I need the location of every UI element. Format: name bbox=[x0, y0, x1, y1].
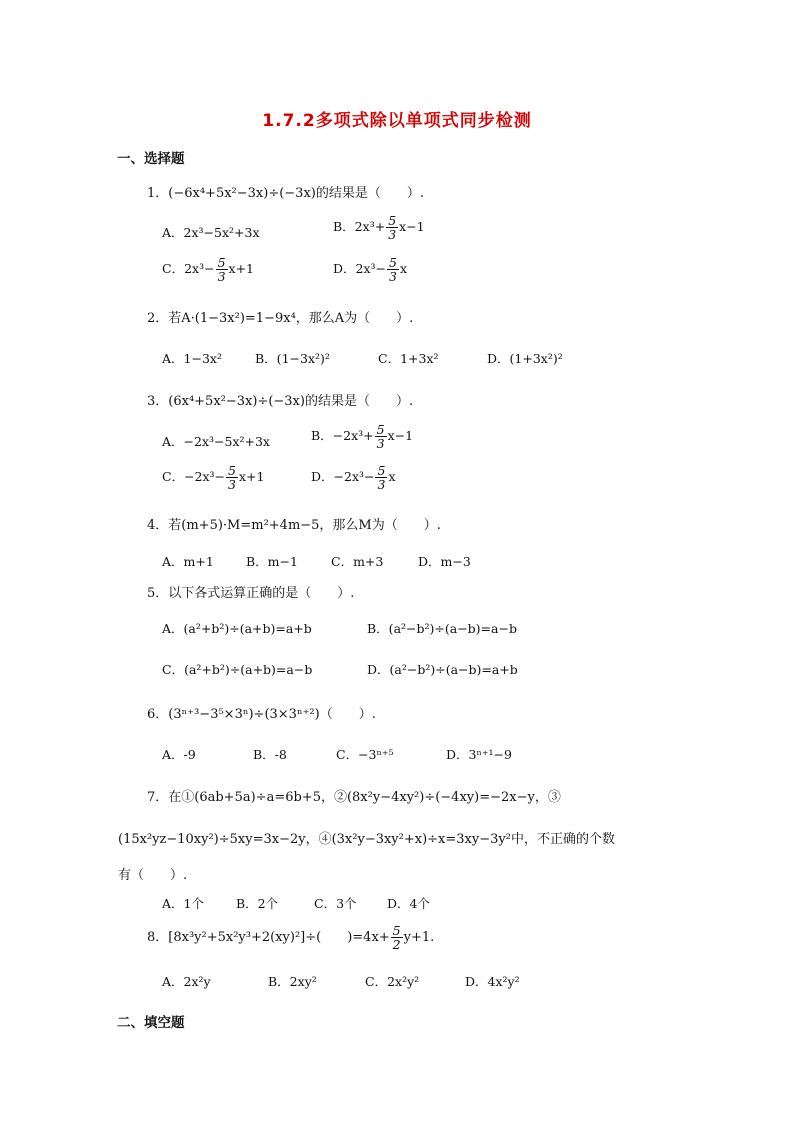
fraction: $\frac{5}{3}$ bbox=[217, 255, 226, 285]
question-3-option-d: D．−2x³− $\frac{5}{3}$ x bbox=[311, 463, 396, 493]
question-4-option-c: C．m+3 bbox=[331, 554, 384, 569]
question-2-option-c: C．1+3x² bbox=[378, 351, 439, 366]
question-1-option-a: A．2x³−5x²+3x bbox=[162, 225, 260, 240]
section-heading-fill: 二、填空题 bbox=[117, 1015, 185, 1031]
question-1-option-d: D．2x³− $\frac{5}{3}$ x bbox=[333, 255, 408, 285]
question-8-stem: 8．[8x³y²+5x²y³+2(xy)²]÷( )=4x+ $\frac{5}{2}$ y+1. bbox=[147, 923, 435, 953]
fraction: $\frac{5}{3}$ bbox=[377, 463, 386, 493]
fraction: $\frac{5}{3}$ bbox=[376, 422, 385, 452]
question-1-option-c: C．2x³− $\frac{5}{3}$ x+1 bbox=[162, 255, 254, 285]
question-2-option-a: A．1−3x² bbox=[162, 351, 222, 366]
question-8-option-c: C．2x²y² bbox=[365, 974, 420, 989]
question-7-option-a: A．1个 bbox=[162, 896, 204, 911]
fraction: $\frac{5}{2}$ bbox=[392, 923, 401, 953]
question-4-option-a: A．m+1 bbox=[162, 554, 214, 569]
question-4-option-d: D．m−3 bbox=[418, 554, 471, 569]
question-5-option-b: B．(a²−b²)÷(a−b)=a−b bbox=[367, 621, 517, 636]
question-6-stem: 6．(3ⁿ⁺³−3⁵×3ⁿ)÷(3×3ⁿ⁺²)（ ）. bbox=[147, 707, 376, 722]
question-5-option-d: D．(a²−b²)÷(a−b)=a+b bbox=[367, 662, 518, 677]
question-1-stem: 1．(−6x⁴+5x²−3x)÷(−3x)的结果是（ ）. bbox=[147, 186, 424, 201]
question-2-option-d: D．(1+3x²)² bbox=[487, 351, 563, 366]
question-8-option-b: B．2xy² bbox=[268, 974, 317, 989]
fraction: $\frac{5}{3}$ bbox=[228, 463, 236, 493]
question-3-option-c: C．−2x³− $\frac{5}{3}$ x+1 bbox=[162, 463, 265, 493]
page-title: 1.7.2多项式除以单项式同步检测 bbox=[262, 111, 532, 131]
section-heading-choice: 一、选择题 bbox=[117, 151, 185, 167]
question-3-stem: 3．(6x⁴+5x²−3x)÷(−3x)的结果是（ ）. bbox=[147, 394, 414, 409]
question-8-option-a: A．2x²y bbox=[162, 974, 211, 989]
question-6-option-c: C．−3ⁿ⁺⁵ bbox=[336, 747, 394, 762]
question-8-option-d: D．4x²y² bbox=[465, 974, 520, 989]
question-6-option-b: B．-8 bbox=[253, 747, 287, 762]
question-4-option-b: B．m−1 bbox=[246, 554, 298, 569]
question-5-option-c: C．(a²+b²)÷(a+b)=a−b bbox=[162, 662, 313, 677]
question-7-line-3: 有（ ）. bbox=[118, 868, 188, 883]
question-7-line-1: 7．在①(6ab+5a)÷a=6b+5，②(8x²y−4xy²)÷(−4xy)=−2x−y，③ bbox=[147, 790, 561, 805]
question-1-option-b: B．2x³+ $\frac{5}{3}$ x−1 bbox=[333, 213, 425, 243]
question-4-stem: 4．若(m+5)·M=m²+4m−5，那么M为（ ）. bbox=[147, 518, 441, 533]
question-6-option-a: A．-9 bbox=[162, 747, 196, 762]
question-2-option-b: B．(1−3x²)² bbox=[255, 351, 330, 366]
question-7-option-b: B．2个 bbox=[236, 896, 279, 911]
question-7-option-c: C．3个 bbox=[314, 896, 357, 911]
question-7-option-d: D．4个 bbox=[387, 896, 430, 911]
question-7-line-2: (15x²yz−10xy²)÷5xy=3x−2y，④(3x²y−3xy²+x)÷x=3xy−3y²中，不正确的个数 bbox=[118, 832, 615, 847]
question-5-stem: 5．以下各式运算正确的是（ ）. bbox=[147, 586, 355, 601]
question-2-stem: 2．若A·(1−3x²)=1−9x⁴，那么A为（ ）. bbox=[147, 311, 414, 326]
question-5-option-a: A．(a²+b²)÷(a+b)=a+b bbox=[162, 621, 312, 636]
question-3-option-a: A．−2x³−5x²+3x bbox=[162, 434, 270, 449]
question-3-option-b: B．−2x³+ $\frac{5}{3}$ x−1 bbox=[311, 422, 414, 452]
question-6-option-d: D．3ⁿ⁺¹−9 bbox=[446, 747, 512, 762]
fraction: $\frac{5}{3}$ bbox=[389, 255, 397, 285]
fraction: $\frac{5}{3}$ bbox=[388, 213, 397, 243]
